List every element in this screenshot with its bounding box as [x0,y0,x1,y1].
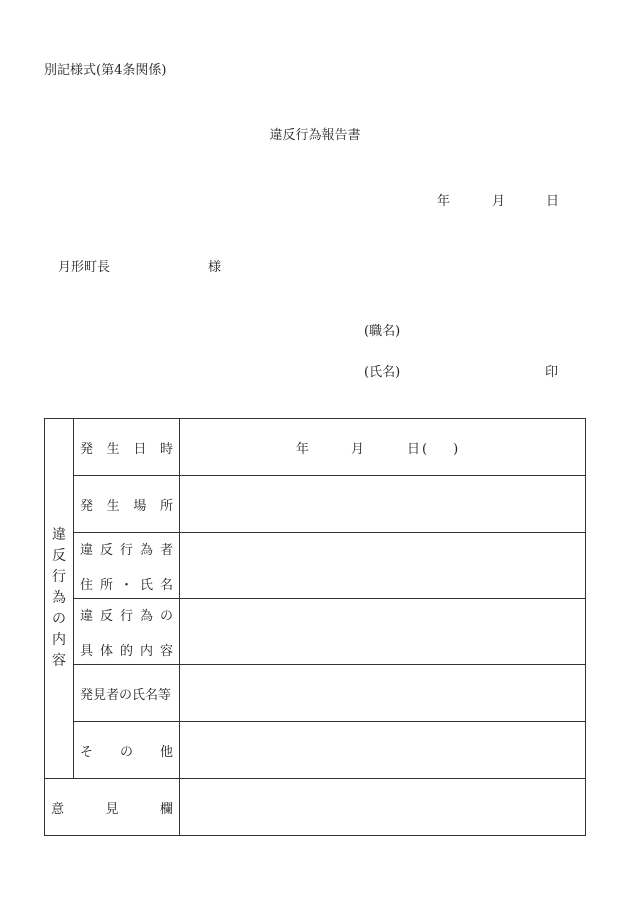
field-day-label: 日 [407,441,421,457]
report-table [44,418,586,836]
details-field[interactable] [180,599,586,665]
field-paren: ( ) [422,441,459,457]
occurrence-place-label: 発 生 場 所 [74,476,180,533]
table-row [45,476,586,533]
discoverer-field[interactable] [180,665,586,722]
offender-field[interactable] [180,533,586,599]
occurrence-place-field[interactable] [180,476,586,533]
honorific: 様 [208,260,222,275]
field-year-label: 年 [296,441,310,457]
occurrence-datetime-field[interactable] [180,419,586,476]
other-label: そ の 他 [74,722,180,779]
discoverer-label: 発見者の氏名等 [74,665,180,722]
field-month-label: 月 [351,441,365,457]
details-label: 違 反 行 為 の 具 体 的 内 容 [74,599,180,665]
table-row [45,419,586,476]
date-month-label: 月 [492,194,506,209]
opinion-field[interactable] [180,779,586,836]
group-label: 違 反 行 為 の 内 容 [45,419,74,779]
table-row [45,599,586,665]
other-field[interactable] [180,722,586,779]
table-row [45,665,586,722]
occurrence-datetime-label: 発 生 日 時 [74,419,180,476]
date-year-label: 年 [437,194,451,209]
table-row [45,533,586,599]
form-label: 別記様式(第4条関係) [44,63,167,78]
offender-label: 違 反 行 為 者 住 所 ・ 氏 名 [74,533,180,599]
date-day-label: 日 [546,194,560,209]
table-row [45,722,586,779]
opinion-label: 意 見 欄 [45,779,180,836]
document-title: 違反行為報告書 [269,128,361,143]
seal-mark: 印 [545,365,559,380]
reporter-title-label: (職名) [364,324,401,339]
recipient: 月形町長 [58,260,111,275]
table-row [45,779,586,836]
reporter-name-label: (氏名) [364,365,401,380]
